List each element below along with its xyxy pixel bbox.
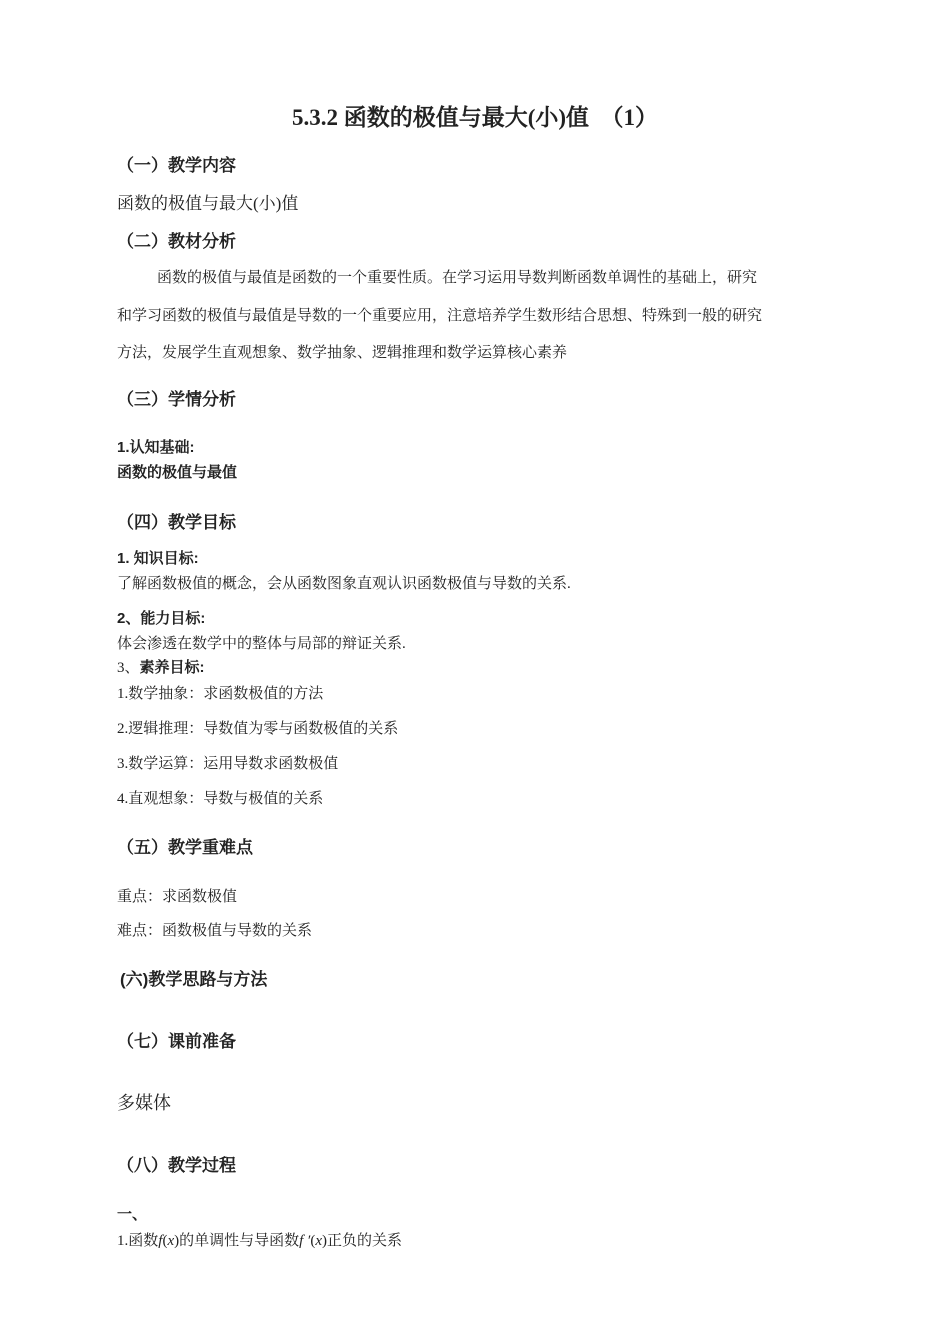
section-heading-preparation: （七）课前准备	[117, 1032, 236, 1051]
derivative-symbol-f-prime: f ′	[299, 1233, 311, 1249]
section-heading-material-analysis: （二）教材分析	[117, 232, 236, 251]
function-symbol-f: f	[158, 1233, 163, 1249]
teaching-content-text: 函数的极值与最大(小)值	[117, 194, 299, 213]
knowledge-goal-subheading: 1. 知识目标:	[117, 550, 199, 567]
process-item-prefix: 1.函数	[117, 1233, 159, 1249]
process-item-middle: 的单调性与导函数	[179, 1233, 300, 1249]
material-analysis-line: 函数的极值与最值是函数的一个重要性质。在学习运用导数判断函数单调性的基础上，研究	[157, 270, 758, 286]
variable-x: x	[315, 1233, 322, 1249]
section-heading-teaching-process: （八）教学过程	[117, 1156, 236, 1175]
document-title: 5.3.2 函数的极值与最大(小)值 （1）	[291, 105, 659, 130]
section-heading-key-difficult-points: （五）教学重难点	[117, 838, 253, 857]
literacy-goal-subheading	[117, 656, 205, 677]
preparation-text: 多媒体	[117, 1093, 171, 1113]
close-paren: )	[322, 1233, 327, 1249]
close-paren: )	[174, 1233, 180, 1249]
literacy-goal-item: 3.数学运算：运用导数求函数极值	[117, 756, 339, 772]
ability-goal-text: 体会渗透在数学中的整体与局部的辩证关系.	[117, 636, 406, 652]
ability-goal-subheading: 2、能力目标:	[117, 610, 206, 627]
section-heading-teaching-approach: (六)教学思路与方法	[120, 970, 268, 989]
literacy-goal-item: 4.直观想象：导数与极值的关系	[117, 791, 324, 807]
section-heading-teaching-goals: （四）教学目标	[117, 513, 236, 532]
section-heading-student-analysis: （三）学情分析	[117, 390, 236, 409]
knowledge-goal-text: 了解函数极值的概念，会从函数图象直观认识函数极值与导数的关系.	[117, 576, 571, 592]
literacy-goal-item: 1.数学抽象：求函数极值的方法	[117, 686, 324, 702]
section-heading-teaching-content: （一）教学内容	[117, 156, 236, 175]
cognitive-basis-text: 函数的极值与最值	[117, 464, 238, 481]
process-part-one-label: 一、	[117, 1206, 148, 1223]
literacy-goal-item: 2.逻辑推理：导数值为零与函数极值的关系	[117, 721, 399, 737]
material-analysis-line: 方法，发展学生直观想象、数学抽象、逻辑推理和数学运算核心素养	[117, 345, 568, 361]
process-item-one	[117, 1229, 402, 1250]
cognitive-basis-subheading: 1.认知基础:	[117, 439, 195, 456]
material-analysis-line: 和学习函数的极值与最值是导数的一个重要应用，注意培养学生数形结合思想、特殊到一般的研究	[117, 307, 763, 324]
literacy-goal-number: 3、	[117, 660, 140, 676]
open-paren: (	[162, 1233, 168, 1249]
key-point-text: 重点：求函数极值	[117, 889, 238, 905]
variable-x: x	[167, 1233, 175, 1249]
open-paren: (	[310, 1233, 316, 1249]
difficult-point-text: 难点：函数极值与导数的关系	[117, 923, 313, 939]
process-item-tail: 正负的关系	[327, 1233, 403, 1249]
literacy-goal-label: 素养目标:	[139, 659, 205, 676]
material-analysis-paragraph	[117, 260, 839, 373]
